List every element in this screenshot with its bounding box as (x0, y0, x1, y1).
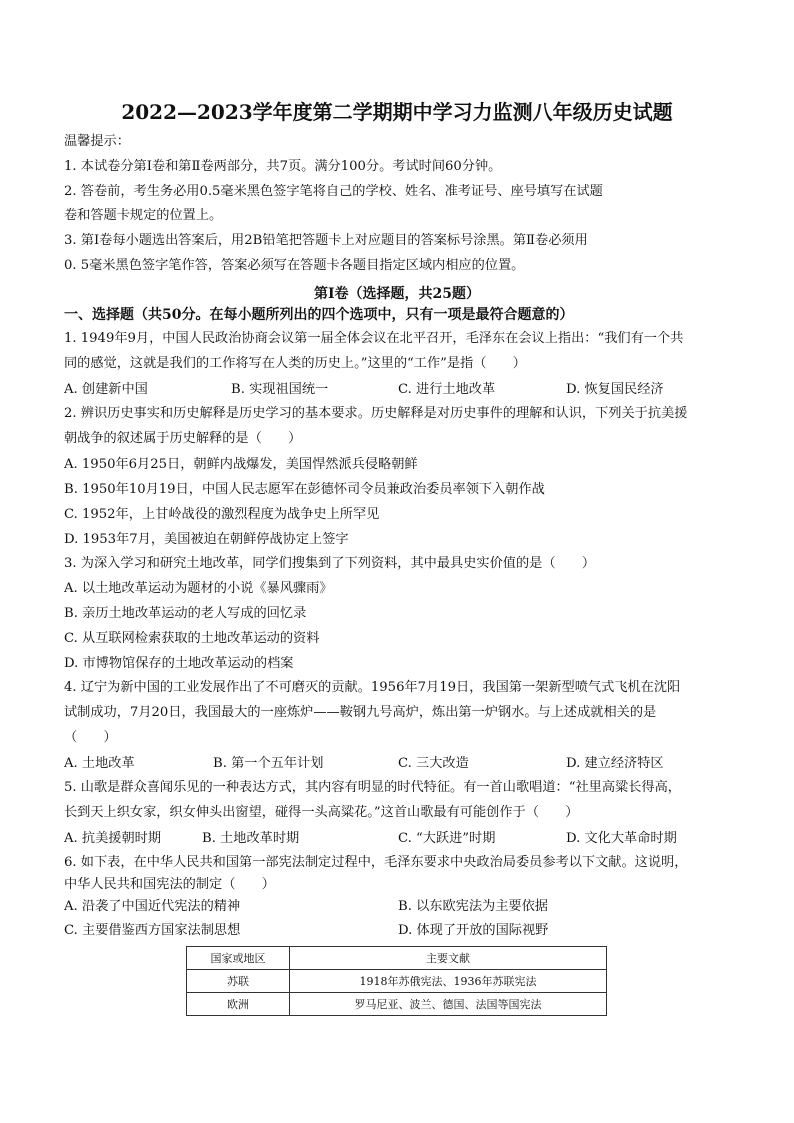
notice-line: 3. 第Ⅰ卷每小题选出答案后，用2B铅笔把答题卡上对应题目的答案标号涂黑。第Ⅱ卷必须用 (64, 233, 588, 248)
q2-option-d: D. 1953年7月，美国被迫在朝鲜停战协定上签字 (64, 532, 349, 547)
q1-option-a: A. 创建新中国 (64, 382, 148, 397)
question-1-text: 同的感觉，这就是我们的工作将写在人类的历史上。”这里的“工作”是指（ ） (64, 356, 526, 371)
page-title: 2022—2023学年度第二学期期中学习力监测八年级历史试题 (121, 100, 673, 124)
table-row (187, 970, 607, 993)
table-header-cell: 主要文献 (290, 947, 607, 970)
question-1-text: 1. 1949年9月，中国人民政治协商会议第一届全体会议在北平召开，毛泽东在会议上指出：“我们有一个共 (64, 331, 684, 346)
section-heading: 第Ⅰ卷（选择题，共25题） (313, 286, 481, 302)
question-4-text: 试制成功，7月20日，我国最大的一座炼炉——鞍钢九号高炉，炼出第一炉钢水。与上述成就相关的是 (64, 705, 657, 720)
q4-option-c: C. 三大改造 (398, 756, 469, 771)
notice-line: 1. 本试卷分第Ⅰ卷和第Ⅱ卷两部分，共7页。满分100分。考试时间60分钟。 (64, 159, 502, 174)
table-header-row (187, 947, 607, 970)
question-5-text: 5. 山歌是群众喜闻乐见的一种表达方式，其内容有明显的时代特征。有一首山歌唱道：“社里高粱长得高， (64, 780, 681, 795)
q6-option-d: D. 体现了开放的国际视野 (398, 923, 549, 938)
q4-option-d: D. 建立经济特区 (566, 756, 664, 771)
constitution-reference-table (186, 946, 607, 1016)
question-6-text: 6. 如下表，在中华人民共和国第一部宪法制定过程中，毛泽东要求中央政治局委员参考以下文献。这说明， (64, 855, 688, 870)
question-3-text: 3. 为深入学习和研究土地改革，同学们搜集到了下列资料，其中最具史实价值的是（ ） (64, 556, 596, 571)
q3-option-d: D. 市博物馆保存的土地改革运动的档案 (64, 656, 294, 671)
q4-option-b: B. 第一个五年计划 (213, 756, 324, 771)
question-2-text: 2. 辨识历史事实和历史解释是历史学习的基本要求。历史解释是对历史事件的理解和认识，下列关于抗美援 (64, 406, 688, 421)
table-cell: 1918年苏俄宪法、1936年苏联宪法 (290, 970, 607, 993)
q4-option-a: A. 土地改革 (64, 756, 135, 771)
notice-line: 0. 5毫米黑色签字笔作答，答案必须写在答题卡各题目指定区域内相应的位置。 (64, 258, 525, 273)
table-cell: 苏联 (187, 970, 290, 993)
q6-option-c: C. 主要借鉴西方国家法制思想 (64, 923, 241, 938)
question-6-text: 中华人民共和国宪法的制定（ ） (64, 877, 275, 892)
q5-option-c: C. “大跃进”时期 (398, 831, 496, 846)
q3-option-c: C. 从互联网检索获取的土地改革运动的资料 (64, 631, 320, 646)
q5-option-b: B. 土地改革时期 (202, 831, 300, 846)
q1-option-d: D. 恢复国民经济 (566, 382, 664, 397)
q6-option-a: A. 沿袭了中国近代宪法的精神 (64, 899, 241, 914)
question-4-text: （ ） (64, 730, 117, 745)
q6-option-b: B. 以东欧宪法为主要依据 (398, 899, 548, 914)
notice-line: 卷和答题卡规定的位置上。 (64, 208, 223, 223)
table-row (187, 993, 607, 1016)
notice-line: 2. 答卷前，考生务必用0.5毫米黑色签字笔将自己的学校、姓名、准考证号、座号填写在试题 (64, 184, 603, 199)
q5-option-d: D. 文化大革命时期 (566, 831, 677, 846)
q2-option-c: C. 1952年，上甘岭战役的激烈程度为战争史上所罕见 (64, 507, 380, 522)
q3-option-b: B. 亲历土地改革运动的老人写成的回忆录 (64, 606, 307, 621)
q2-option-b: B. 1950年10月19日，中国人民志愿军在彭德怀司令员兼政治委员率领下入朝作战 (64, 482, 545, 497)
q2-option-a: A. 1950年6月25日，朝鲜内战爆发，美国悍然派兵侵略朝鲜 (64, 457, 418, 472)
q5-option-a: A. 抗美援朝时期 (64, 831, 162, 846)
q1-option-b: B. 实现祖国统一 (231, 382, 329, 397)
question-2-text: 朝战争的叙述属于历史解释的是（ ） (64, 431, 302, 446)
table-cell: 罗马尼亚、波兰、德国、法国等国宪法 (290, 993, 607, 1016)
question-5-text: 长到天上织女家，织女伸头出窗望，碰得一头高粱花。”这首山歌最有可能创作于（ ） (64, 805, 579, 820)
question-4-text: 4. 辽宁为新中国的工业发展作出了不可磨灭的贡献。1956年7月19日，我国第一架新型喷气式飞机在沈阳 (64, 680, 681, 695)
table-header-cell: 国家或地区 (187, 947, 290, 970)
section-instruction: 一、选择题（共50分。在每小题所列出的四个选项中，只有一项是最符合题意的） (64, 307, 574, 323)
notice-heading: 温馨提示： (64, 134, 130, 149)
q1-option-c: C. 进行土地改革 (398, 382, 496, 397)
table-cell: 欧洲 (187, 993, 290, 1016)
q3-option-a: A. 以土地改革运动为题材的小说《暴风骤雨》 (64, 581, 333, 596)
